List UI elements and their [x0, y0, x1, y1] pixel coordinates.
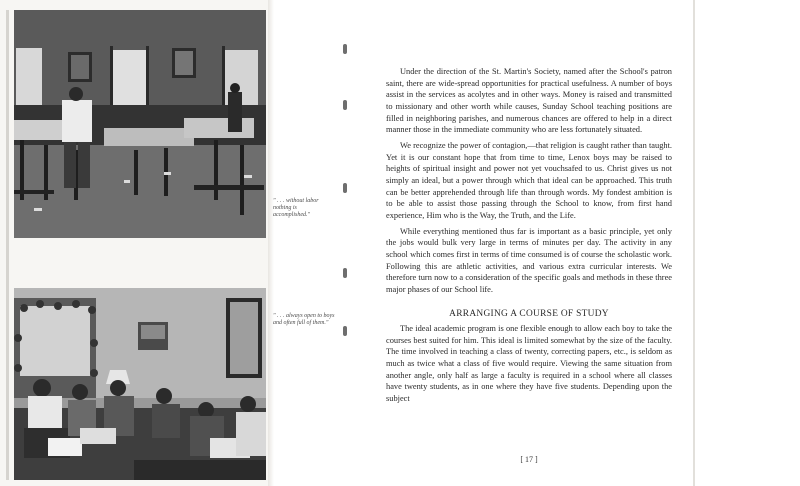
binding-hole	[343, 326, 347, 336]
binding-hole	[343, 44, 347, 54]
paragraph: The ideal academic program is one flexible enough to allow each boy to take the courses best suited for him. This ideal is limited somewhat by the size of the faculty. The time involved in teaching a class of twenty, correcting papers, etc., is seldom as much as twice what a class of five would require. Viewing the same situation from another angle, only half as large a faculty is required in a school where all classes have twenty students, as in one where they have five students. Depending upon the subject	[386, 324, 672, 404]
binding-hole	[343, 268, 347, 278]
page-number: [ 17 ]	[520, 455, 538, 464]
book-gutter	[268, 0, 274, 486]
section-heading: ARRANGING A COURSE OF STUDY	[449, 309, 609, 320]
dining-hall-photo	[14, 10, 266, 238]
paragraph: We recognize the power of contagion,—that religion is caught rather than taught. Yet it is our constant hope that from time to time, Lenox boys may be raised to heights of spiritual insight and power not yet vouchsafed to us. Christ gives us not simply an ideal, but a power through which that ideal can be approached. This truth can be better apprehended through life than through words. My fondest ambition is to be able to assist those passing through the School to know, from first hand experience, Him who is the Way, the Truth, and the Life.	[386, 140, 672, 220]
binding-hole	[343, 100, 347, 110]
paragraph: While everything mentioned thus far is important as a basic principle, yet only the jobs would bulk very large in terms of minutes per day. The activity in any school which comes first in terms of time consumed is of course the scholastic work. Following this are athletic activities, and various extra curricular interests. We therefore turn now to a consideration of the specific goals and methods in these three major phases of our School life.	[386, 226, 672, 294]
body-text	[386, 66, 672, 409]
binding-hole	[343, 183, 347, 193]
page-edge-shadow	[6, 10, 9, 480]
photo-caption: " . . . without labor nothing is accomplished."	[273, 198, 319, 218]
common-room-photo	[14, 288, 266, 480]
binding-holes	[343, 0, 351, 486]
page-right-edge	[693, 0, 695, 486]
photo-caption: " . . . always open to boys and often full of them."	[273, 313, 335, 326]
paragraph: Under the direction of the St. Martin's Society, named after the School's patron saint, there are wide-spread opportunities for practical usefulness. A number of boys assist in the services as acolytes and in other ways. Money is raised and transmitted to missionary and other worth while causes, Sunday School teaching positions are filled in neighboring parishes, and numerous chances are offered to help in a direct manner those in the immediate community who are less fortunately situated.	[386, 67, 672, 135]
